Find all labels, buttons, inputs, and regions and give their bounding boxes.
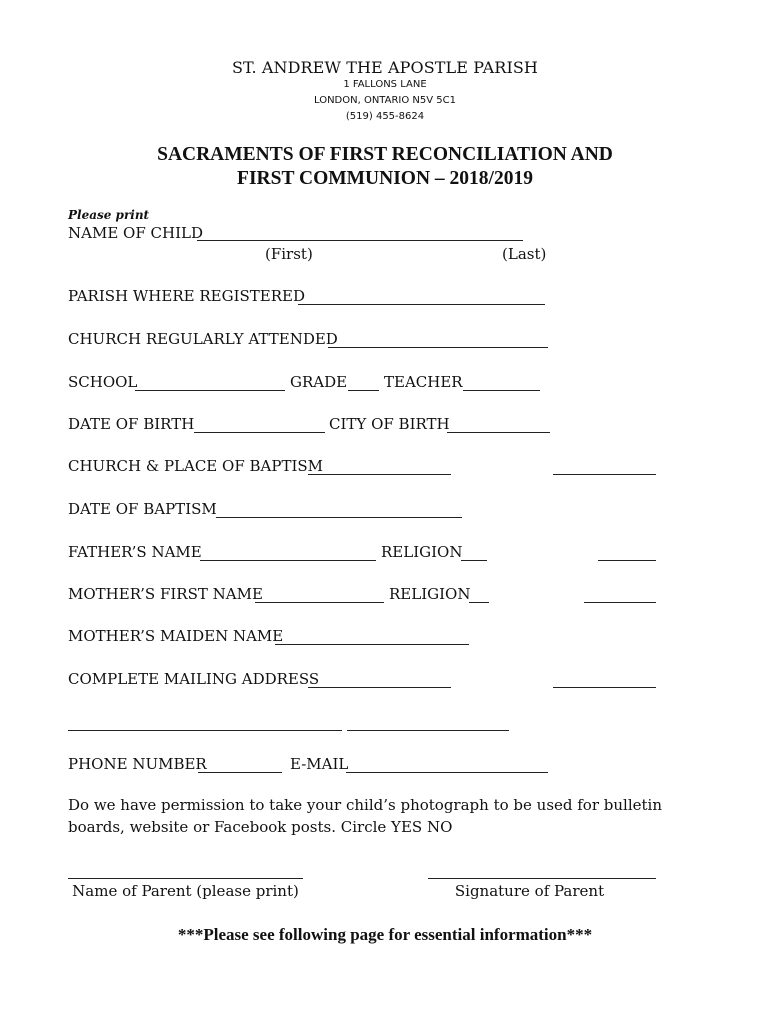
mailing-address-field-extra[interactable] [553, 687, 656, 688]
fathers-extra-field[interactable] [598, 560, 656, 561]
fathers-religion-field[interactable] [461, 560, 487, 561]
phone-number-label: PHONE NUMBER [68, 755, 207, 773]
mothers-first-name-field[interactable] [255, 602, 384, 603]
parent-name-caption: Name of Parent (please print) [72, 882, 299, 900]
phone-number-field[interactable] [198, 772, 282, 773]
last-name-caption: (Last) [502, 245, 547, 263]
mailing-address-line2-extra-field[interactable] [347, 730, 509, 731]
photo-permission-circle: boards, website or Facebook posts. Circle YES NO [68, 818, 453, 836]
church-baptism-label: CHURCH & PLACE OF BAPTISM [68, 457, 324, 475]
name-of-child-label: NAME OF CHILD [68, 224, 203, 242]
mothers-religion-label: RELIGION [389, 585, 471, 603]
fathers-name-field[interactable] [200, 560, 376, 561]
following-page-note: ***Please see following page for essential information*** [177, 925, 593, 944]
mailing-address-field[interactable] [308, 687, 451, 688]
name-of-child-field[interactable] [197, 240, 523, 241]
mothers-maiden-name-label: MOTHER’S MAIDEN NAME [68, 627, 284, 645]
mailing-address-line2-field[interactable] [68, 730, 342, 731]
please-print-note: Please print [68, 208, 150, 222]
first-name-caption: (First) [265, 245, 313, 263]
email-field[interactable] [346, 772, 548, 773]
parish-phone: (519) 455-8624 [345, 111, 425, 122]
parish-city: LONDON, ONTARIO N5V 5C1 [313, 95, 457, 106]
church-attended-label: CHURCH REGULARLY ATTENDED [68, 330, 338, 348]
date-of-birth-label: DATE OF BIRTH [68, 415, 195, 433]
date-of-baptism-field[interactable] [216, 517, 462, 518]
mothers-maiden-name-field[interactable] [275, 644, 469, 645]
parent-name-field[interactable] [68, 878, 303, 879]
mothers-extra-field[interactable] [584, 602, 656, 603]
parish-registered-label: PARISH WHERE REGISTERED [68, 287, 306, 305]
mothers-first-name-label: MOTHER’S FIRST NAME [68, 585, 263, 603]
church-attended-field[interactable] [328, 347, 548, 348]
parish-name: ST. ANDREW THE APOSTLE PARISH [232, 58, 538, 77]
form-title-line1: SACRAMENTS OF FIRST RECONCILIATION AND [157, 144, 613, 165]
date-of-baptism-label: DATE OF BAPTISM [68, 500, 217, 518]
email-label: E-MAIL [290, 755, 349, 773]
form-title-line2: FIRST COMMUNION – 2018/2019 [237, 168, 533, 189]
teacher-label: TEACHER [384, 373, 463, 391]
fathers-religion-label: RELIGION [381, 543, 463, 561]
city-of-birth-field[interactable] [447, 432, 550, 433]
fathers-name-label: FATHER’S NAME [68, 543, 202, 561]
parent-signature-field[interactable] [428, 878, 656, 879]
school-label: SCHOOL [68, 373, 138, 391]
date-of-birth-field[interactable] [194, 432, 325, 433]
parish-street: 1 FALLONS LANE [343, 79, 427, 90]
teacher-field[interactable] [463, 390, 540, 391]
church-baptism-field-extra[interactable] [553, 474, 656, 475]
mothers-religion-field[interactable] [469, 602, 489, 603]
city-of-birth-label: CITY OF BIRTH [329, 415, 450, 433]
grade-field[interactable] [348, 390, 379, 391]
parish-registered-field[interactable] [298, 304, 545, 305]
school-field[interactable] [135, 390, 285, 391]
church-baptism-field[interactable] [308, 474, 451, 475]
signature-caption: Signature of Parent [454, 882, 605, 900]
grade-label: GRADE [290, 373, 348, 391]
photo-permission-text: Do we have permission to take your child’s photograph to be used for bulletin [68, 796, 663, 814]
mailing-address-label: COMPLETE MAILING ADDRESS [68, 670, 320, 688]
